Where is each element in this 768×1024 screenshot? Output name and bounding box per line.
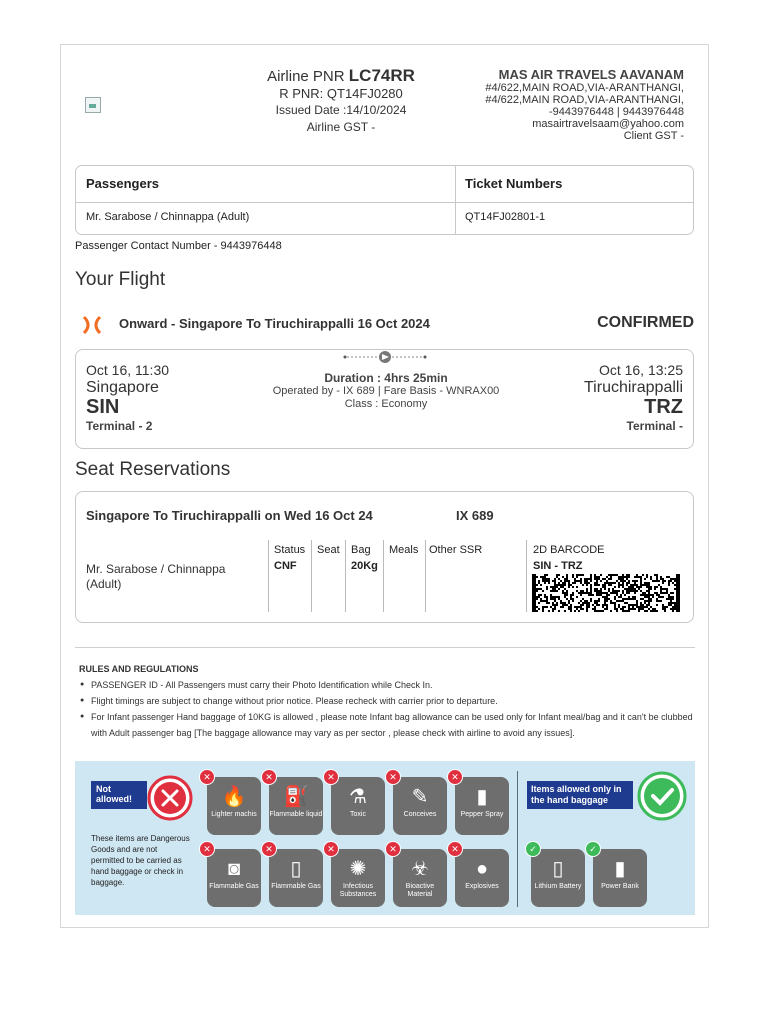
- biohazard-icon: ☣: [411, 858, 429, 880]
- departure-time: Oct 16, 11:30: [86, 362, 170, 378]
- dangerous-goods-banner: [75, 761, 695, 915]
- passenger-contact: Passenger Contact Number - 9443976448: [75, 240, 282, 252]
- flammable-liquid-icon: ⛽: [283, 786, 309, 808]
- tile-toxic: ⚗ Toxic: [331, 777, 385, 835]
- tile-lithium-battery: ▯ Lithium Battery: [531, 849, 585, 907]
- flight-header: [81, 313, 694, 335]
- arrival-terminal: Terminal -: [626, 419, 683, 433]
- prohibited-badge-icon: ✕: [199, 841, 215, 857]
- agency-phone: -9443976448 | 9443976448: [549, 106, 684, 118]
- arrival-city: Tiruchirappalli: [584, 379, 683, 396]
- agency-name: MAS AIR TRAVELS AAVANAM: [498, 67, 684, 82]
- prohibited-badge-icon: ✕: [323, 769, 339, 785]
- ticket-number: QT14FJ02801-1: [465, 211, 546, 223]
- barcode-route: SIN - TRZ: [533, 560, 583, 572]
- client-gst: Client GST -: [623, 130, 684, 142]
- dangerous-goods-note: These items are Dangerous Goods and are not permitted to be carried as hand baggage or check in baggage.: [91, 834, 190, 887]
- bag-header: Bag: [351, 544, 371, 556]
- tile-bioactive: ☣ Bioactive Material: [393, 849, 447, 907]
- tile-explosives: ● Explosives: [455, 849, 509, 907]
- col-divider: [383, 540, 384, 612]
- departure-terminal: Terminal - 2: [86, 419, 153, 433]
- passenger-table-header: [76, 166, 693, 203]
- allowed-check-icon: [637, 771, 687, 821]
- arrival-time: Oct 16, 13:25: [598, 362, 683, 378]
- travel-class: Class : Economy: [344, 398, 428, 410]
- rules-title: RULES AND REGULATIONS: [79, 664, 199, 674]
- spray-icon: ▮: [476, 786, 488, 808]
- tile-flammable-gas: ◙ Flammable Gas: [207, 849, 261, 907]
- rule-item: ● Flight timings are subject to change without prior notice. Please recheck with carrier prior to departure.: [91, 693, 699, 709]
- tile-pepper-spray: ▮ Pepper Spray: [455, 777, 509, 835]
- prohibited-badge-icon: ✕: [323, 841, 339, 857]
- rules-section: [79, 661, 699, 741]
- prohibited-badge-icon: ✕: [385, 841, 401, 857]
- seat-status: CNF: [274, 560, 297, 572]
- col-divider: [345, 540, 346, 612]
- prohibited-badge-icon: ✕: [447, 769, 463, 785]
- seat-passenger: Mr. Sarabose / Chinnappa (Adult): [86, 562, 226, 591]
- agency-email: masairtravelsaam@yahoo.com: [532, 118, 684, 130]
- not-allowed-label: Not allowed!: [91, 781, 147, 809]
- prohibited-badge-icon: ✕: [447, 841, 463, 857]
- tile-power-bank: ▮ Power Bank: [593, 849, 647, 907]
- col-divider: [268, 540, 269, 612]
- prohibited-badge-icon: ✕: [261, 769, 277, 785]
- tile-lighter: 🔥 Lighter machis: [207, 777, 261, 835]
- ticket-numbers-heading: Ticket Numbers: [465, 176, 563, 191]
- seat-header: Seat: [317, 544, 340, 556]
- gas-cylinder-icon: ◙: [227, 858, 241, 880]
- airline-pnr: LC74RR: [348, 66, 415, 85]
- section-divider: [517, 771, 518, 907]
- departure-info: [86, 362, 169, 435]
- passenger-name: Mr. Sarabose / Chinnappa (Adult): [86, 211, 250, 223]
- allowed-label: Items allowed only in the hand baggage: [527, 781, 633, 809]
- allowed-badge-icon: ✓: [585, 841, 601, 857]
- gas-bottle-icon: ▯: [290, 858, 302, 880]
- lighter-icon: 🔥: [221, 786, 247, 808]
- bomb-icon: ●: [475, 858, 489, 880]
- prohibited-badge-icon: ✕: [385, 769, 401, 785]
- col-divider: [311, 540, 312, 612]
- rule-item: ● PASSENGER ID - All Passengers must carry their Photo Identification while Check In.: [91, 677, 699, 693]
- allowed-badge-icon: ✓: [525, 841, 541, 857]
- seat-reservations-heading: Seat Reservations: [75, 459, 231, 480]
- seat-flight-number: IX 689: [456, 508, 494, 523]
- flight-path-icon: [342, 350, 428, 364]
- meals-header: Meals: [389, 544, 419, 556]
- departure-code: SIN: [86, 396, 120, 418]
- agency-address-2: #4/622,MAIN ROAD,VIA-ARANTHANGI,: [485, 94, 684, 106]
- prohibited-badge-icon: ✕: [199, 769, 215, 785]
- toxic-icon: ⚗: [349, 786, 367, 808]
- tile-flammable-liquid: ⛽ Flammable liquid: [269, 777, 323, 835]
- seat-bag: 20Kg: [351, 560, 378, 572]
- agency-address-1: #4/622,MAIN ROAD,VIA-ARANTHANGI,: [485, 82, 684, 94]
- flight-details-card: [75, 349, 694, 449]
- departure-city: Singapore: [86, 379, 159, 396]
- power-bank-icon: ▮: [614, 858, 626, 880]
- your-flight-heading: Your Flight: [75, 269, 166, 290]
- rule-item: ● For Infant passenger Hand baggage of 10KG is allowed , please note Infant bag allowance can be used only for Infant meal/bag and it can't be clubbed with Adult passenger bag [The baggage allowance may vary as per sector , please check with airline to avoid any issues].: [91, 709, 699, 741]
- arrival-info: [584, 362, 683, 435]
- tile-flammable-gas-2: ▯ Flammable Gas: [269, 849, 323, 907]
- e-ticket-page: [60, 44, 709, 928]
- prohibited-icon: [147, 775, 193, 821]
- barcode-image: [532, 574, 682, 612]
- seat-route: Singapore To Tiruchirappalli on Wed 16 Oct 24: [86, 508, 373, 523]
- battery-icon: ▯: [552, 858, 564, 880]
- tile-infectious: ✺ Infectious Substances: [331, 849, 385, 907]
- seat-reservation-card: [75, 491, 694, 623]
- passenger-table: [75, 165, 694, 235]
- flight-title: Onward - Singapore To Tiruchirappalli 16 Oct 2024: [119, 316, 430, 331]
- corrosive-icon: ✎: [411, 786, 429, 808]
- passengers-heading: Passengers: [86, 176, 159, 191]
- r-pnr: R PNR: QT14FJ0280: [279, 86, 403, 101]
- airline-logo: [85, 97, 101, 113]
- col-divider: [526, 540, 527, 612]
- airline-pnr-label: Airline PNR: [267, 68, 345, 85]
- agency-block: [424, 67, 684, 142]
- arrival-code: TRZ: [644, 396, 683, 418]
- rules-divider: [75, 647, 695, 648]
- operated-by: Operated by - IX 689 | Fare Basis - WNRAX00: [272, 385, 500, 397]
- other-ssr-header: Other SSR: [429, 544, 483, 556]
- flight-meta: [256, 372, 516, 411]
- airline-x-icon: [81, 315, 103, 335]
- booking-status: CONFIRMED: [597, 314, 694, 331]
- barcode-header: 2D BARCODE: [533, 544, 605, 556]
- rules-list: [79, 677, 699, 741]
- prohibited-badge-icon: ✕: [261, 841, 277, 857]
- col-divider: [425, 540, 426, 612]
- flight-duration: Duration : 4hrs 25min: [324, 371, 448, 385]
- column-divider: [455, 166, 456, 234]
- issued-date: Issued Date :14/10/2024: [275, 103, 407, 117]
- status-header: Status: [274, 544, 306, 556]
- virus-icon: ✺: [349, 858, 367, 880]
- tile-corrosive: ✎ Conceives: [393, 777, 447, 835]
- airline-gst: Airline GST -: [306, 120, 376, 134]
